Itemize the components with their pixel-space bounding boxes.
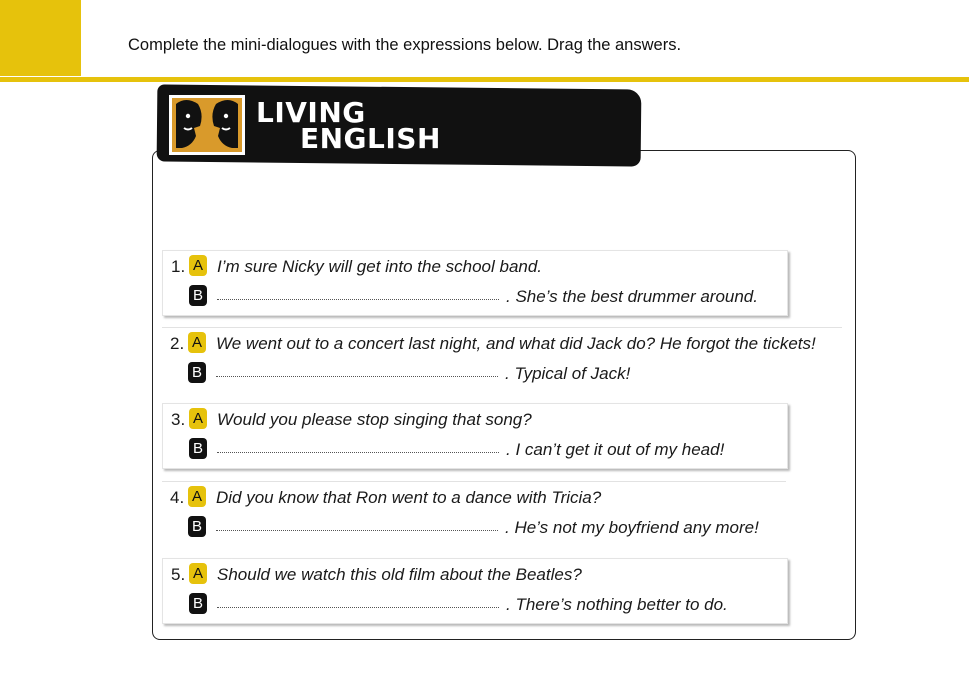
banner-title-line1: LIVING [256, 96, 366, 129]
dialogue-row-4 [162, 481, 786, 546]
speaker-b-line: . He’s not my boyfriend any more! [505, 518, 759, 537]
speaker-b-line: . I can’t get it out of my head! [506, 440, 725, 459]
speaker-b-line: . She’s the best drummer around. [506, 287, 758, 306]
speaker-a-line: Would you please stop singing that song? [217, 410, 532, 429]
talking-heads-icon [172, 98, 242, 152]
speaker-a-badge: A [188, 486, 206, 507]
talking-heads-logo [169, 95, 245, 155]
header-divider [0, 77, 969, 82]
dialogue-number: 5. [171, 565, 186, 584]
answer-drop-zone[interactable] [216, 530, 498, 531]
answer-drop-zone[interactable] [216, 376, 498, 377]
speaker-a-badge: A [189, 563, 207, 584]
answer-drop-zone[interactable] [217, 452, 499, 453]
instruction-text: Complete the mini-dialogues with the expressions below. Drag the answers. [128, 36, 682, 54]
speaker-b-line: . Typical of Jack! [505, 364, 631, 383]
answer-drop-zone[interactable] [217, 299, 499, 300]
speaker-a-line: We went out to a concert last night, and what did Jack do? He forgot the tickets! [216, 334, 816, 353]
dialogue-row-5 [162, 558, 788, 624]
dialogue-number: 4. [170, 488, 185, 507]
speaker-a-badge: A [189, 408, 207, 429]
dialogue-number: 1. [171, 257, 186, 276]
banner-title-line2: ENGLISH [300, 122, 441, 155]
speaker-a-line: Did you know that Ron went to a dance with Tricia? [216, 488, 602, 507]
speaker-b-line: . There’s nothing better to do. [506, 595, 728, 614]
dialogue-row-2 [162, 327, 842, 392]
speaker-b-badge: B [188, 516, 206, 537]
speaker-a-badge: A [188, 332, 206, 353]
header-accent-block [0, 0, 81, 76]
dialogue-row-3 [162, 403, 788, 469]
dialogue-number: 2. [170, 334, 185, 353]
speaker-b-badge: B [189, 285, 207, 306]
speaker-b-badge: B [189, 438, 207, 459]
speaker-b-badge: B [189, 593, 207, 614]
dialogue-number: 3. [171, 410, 186, 429]
speaker-a-line: I’m sure Nicky will get into the school band. [217, 257, 543, 276]
speaker-a-badge: A [189, 255, 207, 276]
dialogue-row-1 [162, 250, 788, 316]
speaker-a-line: Should we watch this old film about the Beatles? [217, 565, 582, 584]
answer-drop-zone[interactable] [217, 607, 499, 608]
speaker-b-badge: B [188, 362, 206, 383]
